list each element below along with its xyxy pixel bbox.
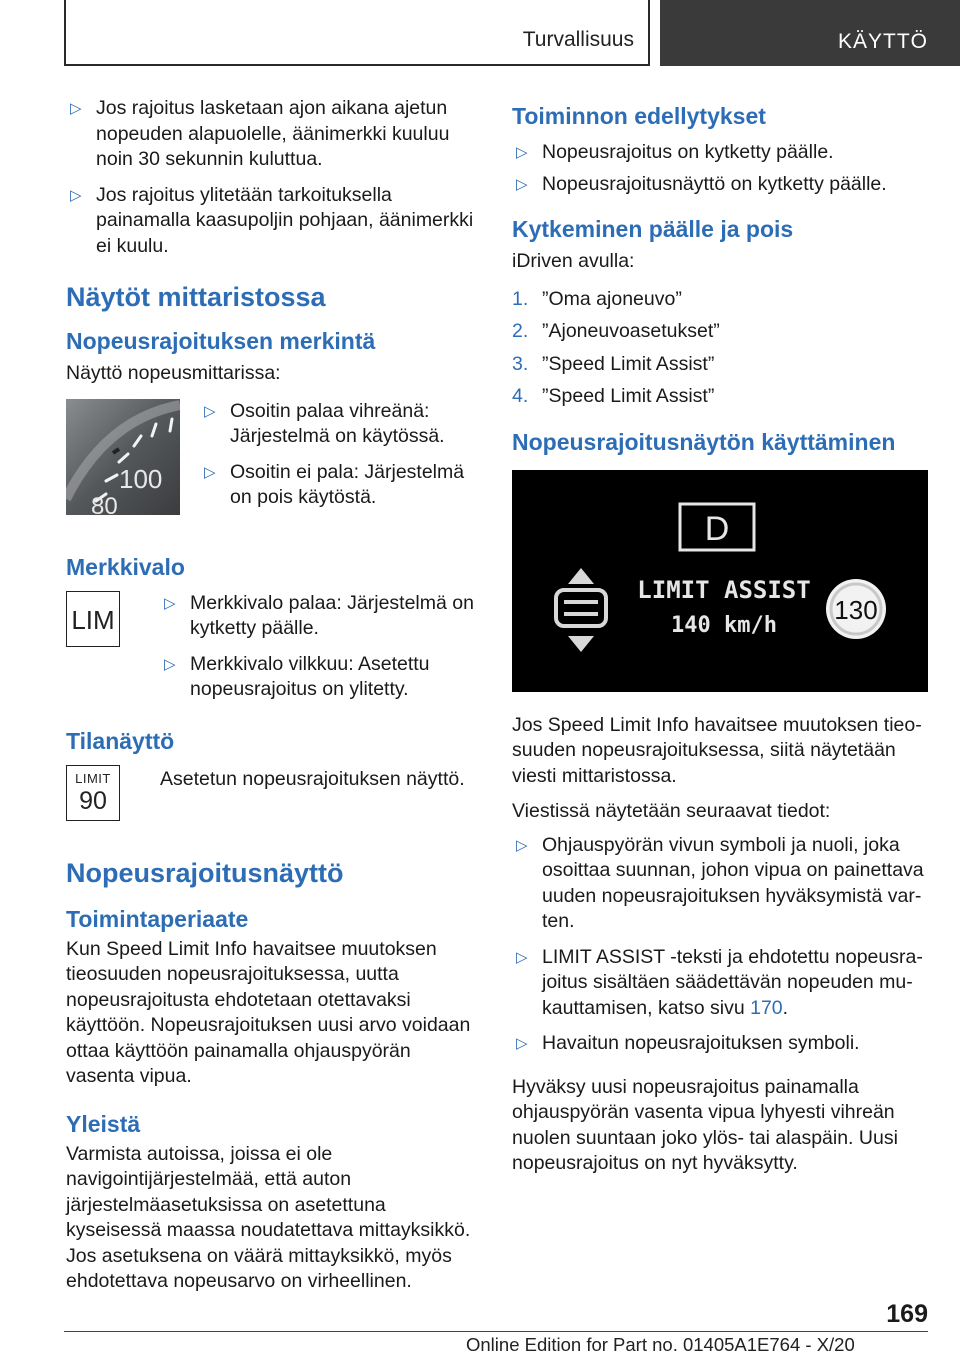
header-section-box <box>64 0 650 66</box>
bullet-triangle-icon: ▷ <box>204 402 216 420</box>
principle-text: Kun Speed Limit Info havaitsee muutoksen tieosuuden nopeusrajoituksessa, uutta nopeusrajoitusta ehdotetaan otettavaksi käyttöön. Nopeusrajoituksen uusi arvo voidaan ottaa käyttöön painamalla ohjauspyörän vasenta vipua. <box>66 937 471 1087</box>
bullet-triangle-icon: ▷ <box>164 655 176 673</box>
footer-divider <box>64 1331 928 1332</box>
bullet-triangle-icon: ▷ <box>70 100 82 117</box>
general-text: Varmista autoissa, joissa ei ole navigointijärjestelmää, että auton järjestelmäasetuksissa on asetettuna kyseisessä maassa noudatettava mittayksikkö. Jos asetuksena on väärä mittayksikkö, myös ehdotettava nopeusarvo on virheellinen. <box>66 1142 471 1292</box>
heading-on-off: Kytkeminen päälle ja pois <box>512 216 794 242</box>
right-column <box>512 102 928 1177</box>
bullet-triangle-icon: ▷ <box>164 594 176 612</box>
heading-status: Tilanäyttö <box>66 727 175 754</box>
lim-indicator-icon: LIM <box>66 591 120 647</box>
requirements-list <box>512 140 928 197</box>
svg-text:140 km/h: 140 km/h <box>671 612 777 638</box>
header-chapter-tab <box>660 0 960 66</box>
list-item: ▷ Ohjauspyörän vivun symboli ja nuoli, joka osoittaa suunnan, johon vipua on painettava uuden nopeusrajoituksen hyväksymistä varten. <box>516 833 924 932</box>
steps-list <box>512 287 928 410</box>
heading-requirements: Toiminnon edellytykset <box>512 103 766 129</box>
bullet-triangle-icon: ▷ <box>516 948 528 966</box>
list-item: 1. ”Oma ajoneuvo” <box>512 287 682 310</box>
list-item: ▷ Nopeusrajoitusnäyttö on kytketty päälle. <box>512 172 928 198</box>
bullet-triangle-icon: ▷ <box>70 186 82 204</box>
status-row <box>66 765 478 835</box>
heading-displays: Näytöt mittaristossa <box>66 282 326 312</box>
indicator-bullets <box>160 591 478 703</box>
speed-limit-sign-icon <box>826 579 886 639</box>
list-item: 2. ”Ajoneuvoasetukset” <box>512 320 720 342</box>
bullet-triangle-icon: ▷ <box>516 175 528 193</box>
heading-using-display: Nopeusrajoitusnäytön käyttäminen <box>512 428 896 455</box>
on-off-intro: iDriven avulla: <box>512 250 635 272</box>
bullet-triangle-icon: ▷ <box>516 144 528 161</box>
bullet-triangle-icon: ▷ <box>516 1035 528 1052</box>
display-paragraph-2: Viestissä näytetään seuraavat tiedot: <box>512 800 831 822</box>
list-item: 4. ”Speed Limit Assist” <box>512 385 715 407</box>
speedometer-gauge-icon <box>66 399 180 520</box>
list-item: ▷ Merkkivalo palaa: Järjestelmä on kytketty päälle. <box>164 591 474 639</box>
svg-text:80: 80 <box>91 492 118 515</box>
svg-text:100: 100 <box>119 463 163 494</box>
limit-assist-display <box>512 470 928 697</box>
list-item: ▷ Osoitin ei pala: Järjestelmä on pois käytöstä. <box>204 460 465 508</box>
list-item: ▷ LIMIT ASSIST -teksti ja ehdotettu nopeusrajoitus sisältäen säädettävän nopeuden mukauttamisen, katso sivu 170. <box>516 945 923 1019</box>
list-item: ▷ Nopeusrajoitus on kytketty päälle. <box>512 140 928 166</box>
bullet-triangle-icon: ▷ <box>204 463 216 481</box>
status-text: Asetetun nopeusrajoituksen näyttö. <box>160 767 465 790</box>
list-item: 3. ”Speed Limit Assist” <box>512 352 715 375</box>
heading-speed-limit-display: Nopeusrajoitusnäyttö <box>66 857 344 888</box>
page-number: 169 <box>886 1300 928 1328</box>
svg-text:LIMIT ASSIST: LIMIT ASSIST <box>637 575 811 604</box>
heading-principle: Toimintaperiaate <box>66 905 249 932</box>
heading-marking: Nopeusrajoituksen merkintä <box>66 328 376 354</box>
indicator-row <box>66 591 478 715</box>
header-section-title: Turvallisuus <box>522 28 634 51</box>
list-item: ▷ Havaitun nopeusrajoituksen symboli. <box>512 1031 928 1057</box>
info-list <box>512 833 928 1057</box>
page-link-170[interactable]: 170 <box>750 996 783 1019</box>
header-chapter-title: KÄYTTÖ <box>837 30 928 53</box>
list-item: ▷ Jos rajoitus lasketaan ajon aikana ajetun nopeuden alapuolelle, äänimerkki kuuluu noin 30 sekunnin kuluttua. <box>70 97 450 170</box>
list-item: ▷ Jos rajoitus ylitetään tarkoituksella painamalla kaasupoljin pohjaan, äänimerkki ei kuulu. <box>70 183 474 257</box>
marking-bullets <box>200 399 478 511</box>
svg-text:130: 130 <box>834 594 878 625</box>
svg-text:D: D <box>704 509 730 548</box>
display-paragraph-1: Jos Speed Limit Info havaitsee muutoksen tieosuuden nopeusrajoituksessa, siitä näytetään viesti mittaristossa. <box>512 713 922 787</box>
marking-intro: Näyttö nopeusmittarissa: <box>66 362 281 384</box>
limit-90-icon: LIMIT 90 <box>66 765 120 821</box>
marking-row <box>66 399 478 525</box>
footer-edition: Online Edition for Part no. 01405A1E764 - X/20 <box>466 1334 855 1355</box>
list-item: ▷ Merkkivalo vilkkuu: Asetettu nopeusrajoitus on ylitetty. <box>164 652 430 700</box>
left-column <box>66 96 478 1295</box>
list-item: ▷ Osoitin palaa vihreänä: Järjestelmä on käytössä. <box>204 399 445 447</box>
display-paragraph-3: Hyväksy uusi nopeusrajoitus painamalla ohjauspyörän vasenta vipua lyhyesti vihreän nuolen suuntaan joko ylös- tai alaspäin. Uusi nopeusrajoitus on nyt hyväksytty. <box>512 1075 898 1174</box>
heading-indicator: Merkkivalo <box>66 553 185 580</box>
heading-general: Yleistä <box>66 1110 141 1137</box>
bullet-triangle-icon: ▷ <box>516 836 528 854</box>
